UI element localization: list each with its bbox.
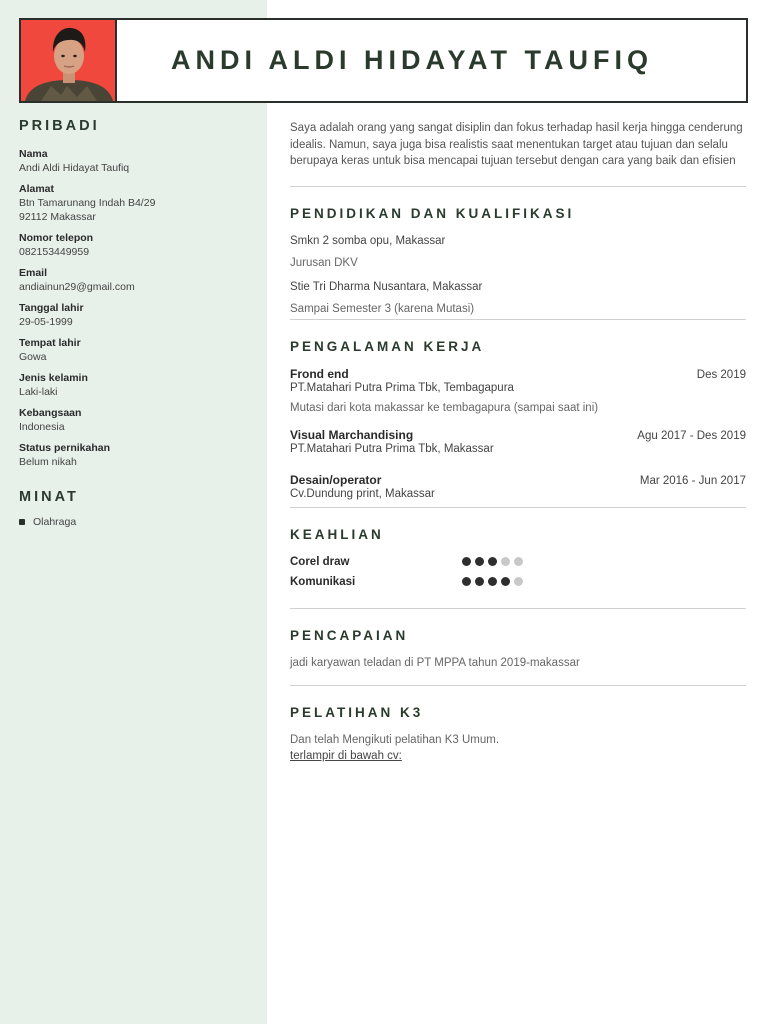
divider [290, 685, 746, 686]
rating-dot-filled [475, 577, 484, 586]
field-value: Gowa [19, 351, 47, 363]
bullet-icon [19, 519, 25, 525]
divider [290, 186, 746, 187]
rating-dot-filled [488, 577, 497, 586]
job-title: Desain/operator [290, 472, 382, 487]
field-alamat [19, 182, 259, 224]
rating-dot-filled [475, 557, 484, 566]
field-value: Btn Tamarunang Indah B4/29 92112 Makassar [19, 197, 156, 223]
interest-item [19, 516, 259, 528]
job-date: Des 2019 [696, 368, 746, 381]
education-detail: Jurusan DKV [290, 256, 358, 269]
skill-name: Komunikasi [290, 575, 356, 588]
skill-rating [462, 557, 523, 566]
field-label: Tanggal lahir [19, 302, 84, 314]
skill-row [290, 552, 746, 572]
field-kebangsaan [19, 406, 259, 434]
field-label: Jenis kelamin [19, 372, 88, 384]
rating-dot-filled [462, 577, 471, 586]
training-text: Dan telah Mengikuti pelatihan K3 Umum. [290, 733, 500, 746]
rating-dot-filled [501, 577, 510, 586]
field-label: Tempat lahir [19, 337, 81, 349]
field-label: Nama [19, 148, 48, 160]
job-note: Mutasi dari kota makassar ke tembagapura (sampai saat ini) [290, 401, 599, 414]
achievements-heading: PENCAPAIAN [290, 627, 409, 643]
field-nama [19, 147, 259, 175]
field-label: Status pernikahan [19, 442, 111, 454]
rating-dot-empty [514, 577, 523, 586]
job-company: PT.Matahari Putra Prima Tbk, Tembagapura [290, 381, 514, 394]
minat-heading: MINAT [19, 489, 79, 505]
education-school: Stie Tri Dharma Nusantara, Makassar [290, 280, 483, 293]
job-date: Agu 2017 - Des 2019 [637, 429, 746, 442]
skill-rating [462, 577, 523, 586]
divider [290, 507, 746, 508]
field-tempat-lahir [19, 336, 259, 364]
training-link[interactable]: terlampir di bawah cv: [290, 749, 402, 762]
skills-heading: KEAHLIAN [290, 526, 384, 542]
divider [290, 319, 746, 320]
field-value: Indonesia [19, 421, 65, 433]
field-value: Laki-laki [19, 386, 58, 398]
sidebar-content [19, 118, 259, 528]
field-label: Kebangsaan [19, 407, 82, 419]
field-telepon [19, 231, 259, 259]
job-title: Visual Marchandising [290, 427, 414, 442]
job-date: Mar 2016 - Jun 2017 [639, 474, 746, 487]
field-value: Andi Aldi Hidayat Taufiq [19, 162, 130, 174]
job-company: Cv.Dundung print, Makassar [290, 487, 435, 500]
experience-heading: PENGALAMAN KERJA [290, 338, 485, 354]
divider [290, 608, 746, 609]
field-jenis-kelamin [19, 371, 259, 399]
field-label: Alamat [19, 183, 55, 195]
education-detail: Sampai Semester 3 (karena Mutasi) [290, 302, 475, 315]
main-content [290, 120, 746, 762]
job-header [290, 428, 746, 442]
field-value: 082153449959 [19, 246, 90, 258]
field-tanggal-lahir [19, 301, 259, 329]
field-value: 29-05-1999 [19, 316, 73, 328]
field-label: Nomor telepon [19, 232, 94, 244]
job-header [290, 367, 746, 381]
full-name: ANDI ALDI HIDAYAT TAUFIQ [171, 45, 654, 75]
skill-row [290, 572, 746, 592]
field-value: Belum nikah [19, 456, 77, 468]
skill-name: Corel draw [290, 555, 350, 568]
rating-dot-filled [462, 557, 471, 566]
field-value: andiainun29@gmail.com [19, 281, 135, 293]
summary: Saya adalah orang yang sangat disiplin dan fokus terhadap hasil kerja hingga cenderung idealis. Namun, saya juga bisa realistis saat menentukan target atau tujuan dan selalu berupaya keras untuk bisa mencapai tujuan tersebut dengan cara yang baik dan efisien [290, 122, 743, 167]
skills-list [290, 552, 746, 592]
field-status-pernikahan [19, 441, 259, 469]
interest-label: Olahraga [33, 516, 77, 528]
achievement-text: jadi karyawan teladan di PT MPPA tahun 2019-makassar [290, 656, 580, 669]
name-header [19, 18, 748, 103]
pribadi-heading: PRIBADI [19, 118, 100, 134]
field-label: Email [19, 267, 48, 279]
rating-dot-empty [501, 557, 510, 566]
job-company: PT.Matahari Putra Prima Tbk, Makassar [290, 442, 494, 455]
training-heading: PELATIHAN K3 [290, 704, 424, 720]
profile-photo [21, 20, 117, 101]
education-school: Smkn 2 somba opu, Makassar [290, 234, 446, 247]
rating-dot-empty [514, 557, 523, 566]
job-title: Frond end [290, 366, 349, 381]
rating-dot-filled [488, 557, 497, 566]
field-email [19, 266, 259, 294]
job-header [290, 473, 746, 487]
education-heading: PENDIDIKAN DAN KUALIFIKASI [290, 205, 575, 221]
